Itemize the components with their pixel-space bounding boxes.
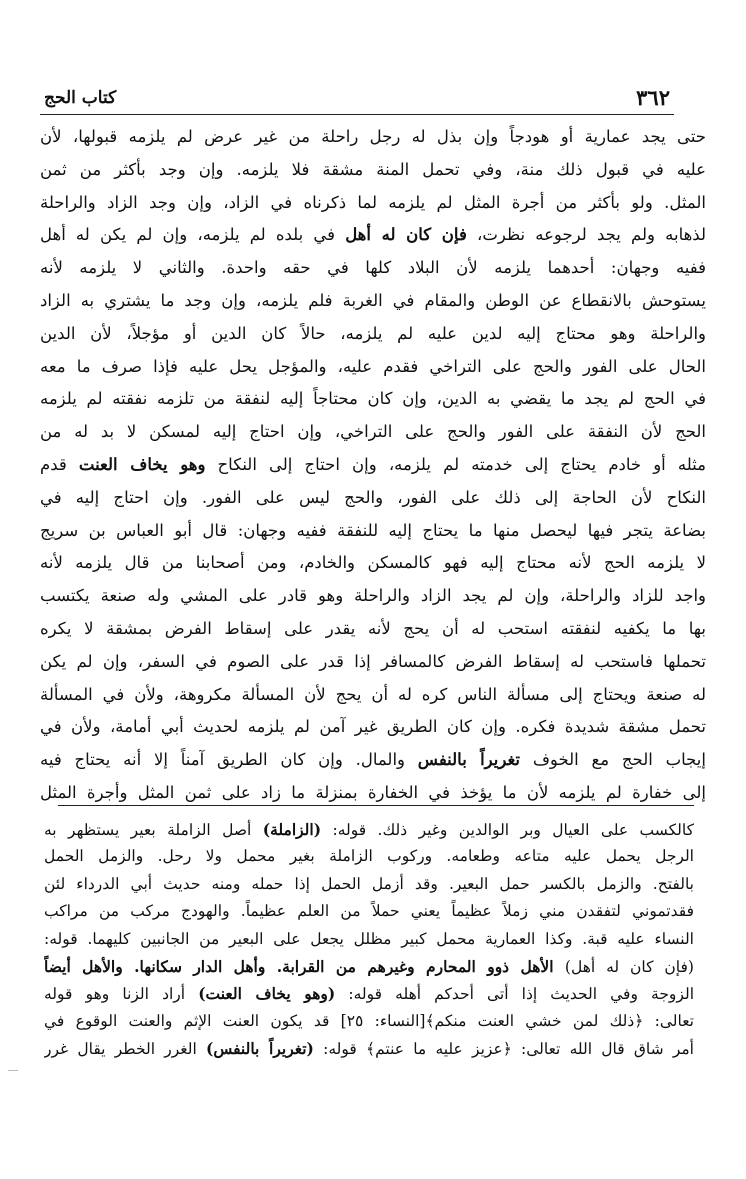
text-run: أراد الزنا وهو قوله xyxy=(44,985,199,1004)
text-run: بها ما يكفيه لنفقته استحب له أن يحج لأنه يقدر على إسقاط الفرض بمشقة لا يكره xyxy=(40,618,706,638)
text-run: فقدتموني لتفقدن مني زملاً عظيماً يعني حملاً من العلم عظيماً. والهودج مركب من مراكب xyxy=(44,902,694,921)
text-line xyxy=(40,252,706,285)
text-run: حتى يجد عمارية أو هودجاً وإن بذل له رجل راحلة من غير عرض لم يلزمه قبولها، لأن xyxy=(40,127,706,146)
footnote-line xyxy=(44,980,694,1007)
text-line xyxy=(40,416,706,449)
text-run: لذهابه ولم يجد لرجوعه نظرت، xyxy=(466,225,706,245)
text-run: لا يلزمه الحج لأنه محتاج إليه فهو كالمسكن والخادم، ومن أصحابنا من قال يلزمه لأنه xyxy=(40,553,706,573)
page-number: ٣٦٢ xyxy=(636,85,670,110)
text-run: في الحج لم يجد ما يقضي به الدين، وإن كان محتاجاً إليه لنفقة من تلزمه نفقته لم يلزمه xyxy=(40,389,706,409)
bold-phrase: (تغريراً بالنفس) xyxy=(205,1039,314,1059)
text-run: كالكسب على العيال وبر الوالدين وغير ذلك. قوله: xyxy=(321,821,694,839)
bold-phrase: (الزاملة) xyxy=(262,820,322,839)
text-run: (فإن كان له أهل) xyxy=(564,957,694,976)
text-line xyxy=(40,679,706,712)
text-line xyxy=(40,187,706,220)
text-run: إيجاب الحج مع الخوف xyxy=(520,750,706,770)
text-run: الزوجة وفي الحديث إذا أتى أحدكم أهله قوله: xyxy=(335,985,694,1004)
text-run: الغرر الخطر يقال غرر xyxy=(44,1040,206,1059)
text-line xyxy=(40,285,706,318)
text-line xyxy=(40,646,706,679)
text-run: الرجل يحمل عليه متاعه وطعامه. وركوب الزاملة بغير محمل ولا رحل. والزمل الحمل xyxy=(44,847,694,866)
text-run: واجد للزاد والراحلة، وإن لم يجد الزاد والراحلة وهو قادر على المشي وله صنعة يكتسب xyxy=(40,586,706,606)
text-run: النساء عليه قبة. وكذا العمارية محمل كبير مظلل يجعل على البعير من الجانبين كليهما. قوله: xyxy=(44,929,694,948)
text-run: الحج لأن النفقة على الفور والحج على التراخي، وإن احتاج إليه لمسكن لا بد له من xyxy=(40,422,706,442)
text-run: الحال على الفور والحج على التراخي فقدم عليه، والمؤجل يحل عليه فإذا صرف ما معه xyxy=(40,356,706,376)
footnote-line xyxy=(44,953,694,980)
text-line xyxy=(40,482,706,515)
text-run: مثله أو خادم يحتاج إلى خدمته لم يلزمه، وإن احتاج إلى النكاح xyxy=(205,454,706,474)
footnote-line xyxy=(44,926,694,953)
footnote-line xyxy=(44,1035,694,1062)
footnote-line xyxy=(44,898,694,925)
text-line xyxy=(40,383,706,416)
text-line xyxy=(40,515,706,548)
text-line xyxy=(40,351,706,384)
footnote-line xyxy=(44,843,694,870)
text-run: تحملها فاستحب له إسقاط الفرض كالمسافر إذا قدر على الصوم في السفر، وإن لم يكن xyxy=(40,651,706,671)
text-run: في بلده لم يلزمه، وإن لم يكن له أهل xyxy=(40,225,346,245)
bold-phrase: الأهل ذوو المحارم وغيرهم من القرابة. وأهل الدار سكانها. والأهل أيضاً xyxy=(44,956,565,976)
text-run: إلى خفارة لم يلزمه لأن ما يؤخذ في الخفارة بمنزلة ما زاد على ثمن المثل وأجرة المثل xyxy=(40,782,706,802)
text-run: بضاعة يتجر فيها ليحصل منها ما يحتاج إليه للنفقة ففيه وجهان: قال أبو العباس بن سريج xyxy=(40,520,706,540)
text-run: تحمل مشقة شديدة فكره. وإن كان الطريق غير آمن لم يلزمه لحديث أبي أمامة، ولأن في xyxy=(40,717,706,737)
text-run: عليه في قبول ذلك منة، وفي تحمل المنة مشقة فلا يلزمه. وإن وجد بأكثر من ثمن xyxy=(40,159,706,179)
text-run: يستوحش بالانقطاع عن الوطن والمقام في الغربة فلم يلزمه، وإن وجد ما يشتري به الزاد xyxy=(40,290,706,310)
text-line xyxy=(40,711,706,744)
page-header xyxy=(40,85,674,115)
text-run: له صنعة ويحتاج إلى مسألة الناس كره له أن يحج لأن المسألة مكروهة، ولأن في المسألة xyxy=(40,684,706,704)
text-line xyxy=(40,744,706,777)
bold-phrase: فإن كان له أهل xyxy=(345,225,467,245)
text-line xyxy=(40,121,706,154)
bold-phrase: تغريراً بالنفس xyxy=(417,750,521,770)
text-run: تعالى: ﴿ذلك لمن خشي العنت منكم﴾[النساء: ٢٥] قد يكون العنت الإثم والعنت الوقوع في xyxy=(44,1011,694,1030)
text-line xyxy=(40,449,706,482)
text-line xyxy=(40,219,706,252)
text-line xyxy=(40,613,706,646)
text-run: أصل الزاملة بعير يستظهر به xyxy=(44,821,263,839)
book-title: كتاب الحج xyxy=(44,88,117,108)
footnote-line xyxy=(44,871,694,898)
text-line xyxy=(40,580,706,613)
text-run: أمر شاق قال الله تعالى: ﴿عزيز عليه ما عنتم﴾ قوله: xyxy=(313,1040,694,1059)
text-run: المثل. ولو بأكثر من أجرة المثل لم يلزمه لما ذكرناه في الزاد، وإن وجد الزاد والراحلة xyxy=(40,192,706,212)
text-line xyxy=(40,318,706,351)
footnote-line xyxy=(44,1008,694,1035)
text-line xyxy=(40,547,706,580)
text-run: والراحلة وهو محتاج إليه لدين عليه لم يلزمه، حالاً كان الدين أو مؤجلاً، لأن الدين xyxy=(40,323,706,343)
text-run: بالفتح. والزمل بالكسر حمل البعير. وقد أزمل الحمل إذا حمله ومنه حديث أبي الدرداء لئن xyxy=(44,874,694,893)
main-text xyxy=(40,121,706,810)
footnote-divider xyxy=(58,805,694,806)
footnotes xyxy=(44,816,694,1063)
text-line xyxy=(40,154,706,187)
text-run: والمال. وإن كان الطريق آمناً إلا أنه يحتاج فيه xyxy=(40,750,418,770)
text-run: النكاح لأن الحاجة إلى ذلك على الفور، والحج ليس على الفور. وإن احتاج إليه في xyxy=(40,487,706,507)
text-run: قدم xyxy=(40,454,79,474)
margin-mark xyxy=(8,1070,18,1071)
bold-phrase: (وهو يخاف العنت) xyxy=(198,984,336,1004)
bold-phrase: وهو يخاف العنت xyxy=(78,454,206,474)
text-run: ففيه وجهان: أحدهما يلزمه لأن البلاد كلها في حقه واحدة. والثاني لا يلزمه لأنه xyxy=(40,258,706,278)
footnote-line xyxy=(44,816,694,843)
